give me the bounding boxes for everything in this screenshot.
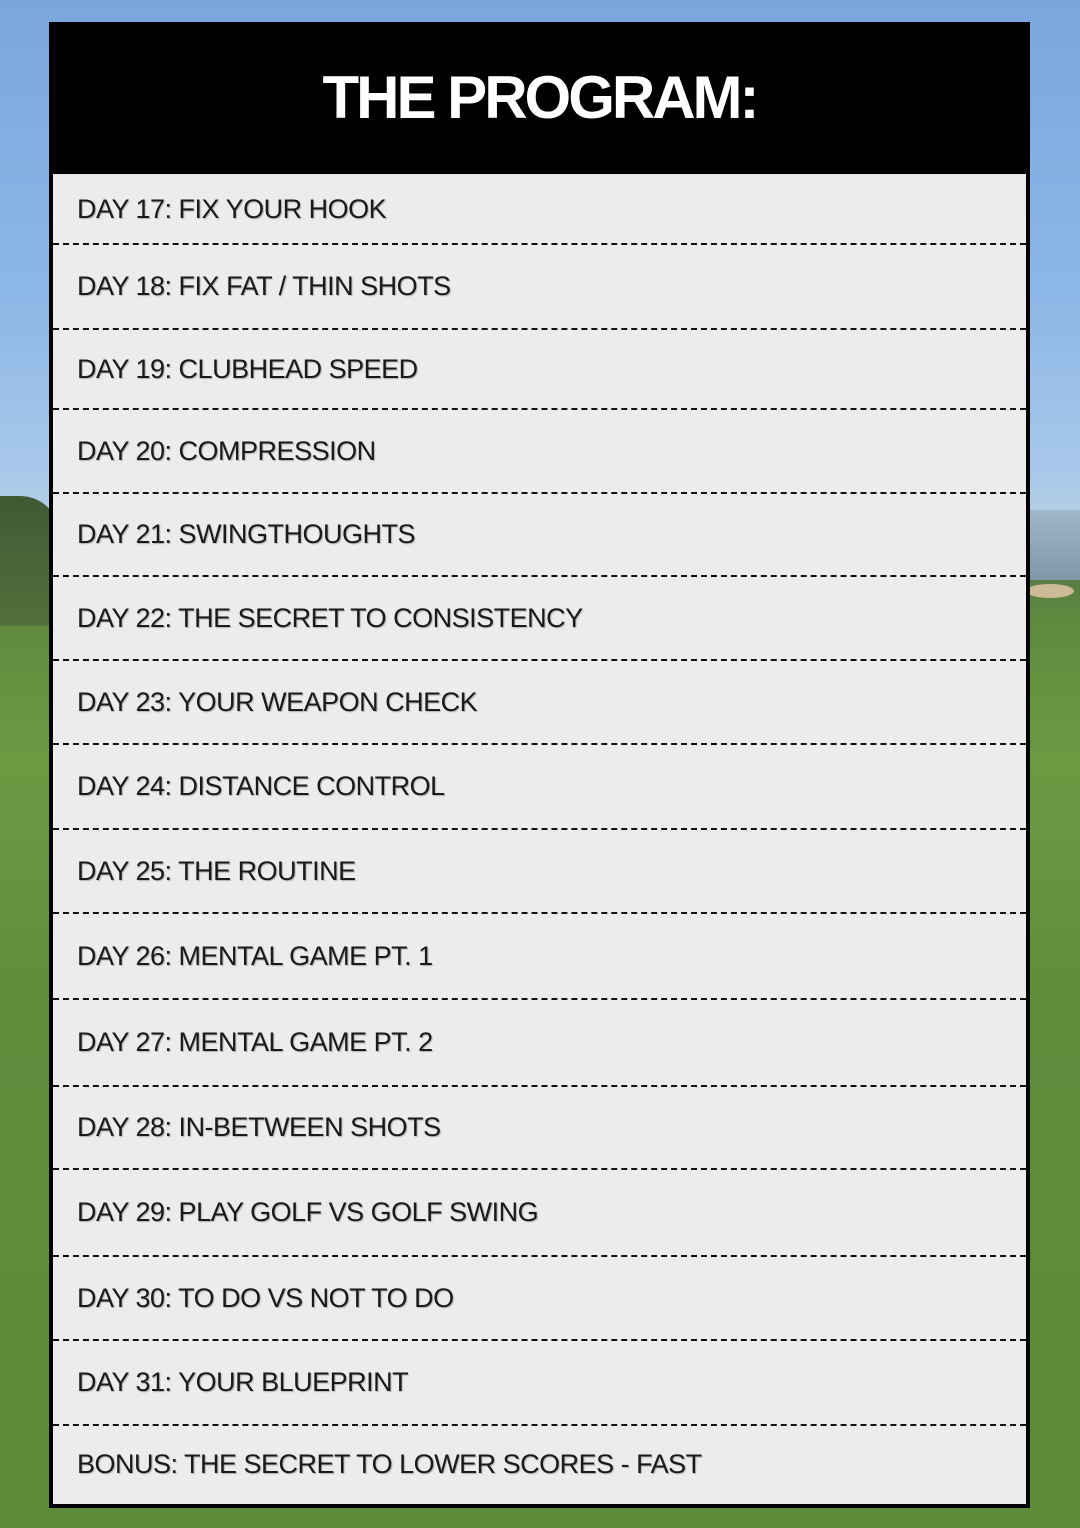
dashed-divider xyxy=(53,659,1026,661)
list-item-label: DAY 26: MENTAL GAME PT. 1 xyxy=(77,940,433,971)
list-item-label: DAY 31: YOUR BLUEPRINT xyxy=(77,1367,409,1397)
list-item xyxy=(53,1086,1026,1169)
dashed-divider xyxy=(53,912,1026,914)
sand-bunker xyxy=(1026,584,1074,598)
dashed-divider xyxy=(53,1168,1026,1170)
program-list xyxy=(53,174,1026,1504)
list-item xyxy=(53,1256,1026,1340)
list-item-label: DAY 27: MENTAL GAME PT. 2 xyxy=(77,1027,433,1057)
dashed-divider xyxy=(53,575,1026,577)
page-title: THE PROGRAM: xyxy=(322,63,757,131)
list-item-label: DAY 19: CLUBHEAD SPEED xyxy=(77,353,418,384)
list-item-label: DAY 17: FIX YOUR HOOK xyxy=(77,193,387,224)
list-item-label: DAY 28: IN-BETWEEN SHOTS xyxy=(77,1112,441,1142)
list-item xyxy=(53,744,1026,829)
list-item xyxy=(53,999,1026,1086)
program-card xyxy=(49,22,1030,1508)
list-item xyxy=(53,1169,1026,1256)
list-item-label: BONUS: THE SECRET TO LOWER SCORES - FAST xyxy=(77,1449,702,1479)
list-item-label: DAY 29: PLAY GOLF VS GOLF SWING xyxy=(77,1197,539,1227)
list-item xyxy=(53,660,1026,744)
list-item-label: DAY 22: THE SECRET TO CONSISTENCY xyxy=(77,602,583,633)
dashed-divider xyxy=(53,492,1026,494)
list-item xyxy=(53,913,1026,999)
dashed-divider xyxy=(53,1255,1026,1257)
list-item xyxy=(53,329,1026,409)
dashed-divider xyxy=(53,1339,1026,1341)
list-item-label: DAY 23: YOUR WEAPON CHECK xyxy=(77,686,478,717)
list-item xyxy=(53,829,1026,913)
dashed-divider xyxy=(53,243,1026,245)
list-item xyxy=(53,493,1026,576)
list-item-label: DAY 21: SWINGTHOUGHTS xyxy=(77,519,416,549)
dashed-divider xyxy=(53,828,1026,830)
dashed-divider xyxy=(53,408,1026,410)
dashed-divider xyxy=(53,328,1026,330)
list-item xyxy=(53,244,1026,329)
list-item xyxy=(53,576,1026,660)
list-item-label: DAY 30: TO DO VS NOT TO DO xyxy=(77,1282,454,1313)
list-item xyxy=(53,1425,1026,1504)
list-item-label: DAY 25: THE ROUTINE xyxy=(77,855,356,886)
list-item xyxy=(53,1340,1026,1425)
list-item-label: DAY 24: DISTANCE CONTROL xyxy=(77,771,445,801)
dashed-divider xyxy=(53,998,1026,1000)
program-header xyxy=(49,22,1030,172)
list-item-label: DAY 18: FIX FAT / THIN SHOTS xyxy=(77,271,451,301)
list-item-label: DAY 20: COMPRESSION xyxy=(77,435,376,466)
list-item xyxy=(53,174,1026,244)
dashed-divider xyxy=(53,1424,1026,1426)
dashed-divider xyxy=(53,1085,1026,1087)
list-item xyxy=(53,409,1026,493)
dashed-divider xyxy=(53,743,1026,745)
